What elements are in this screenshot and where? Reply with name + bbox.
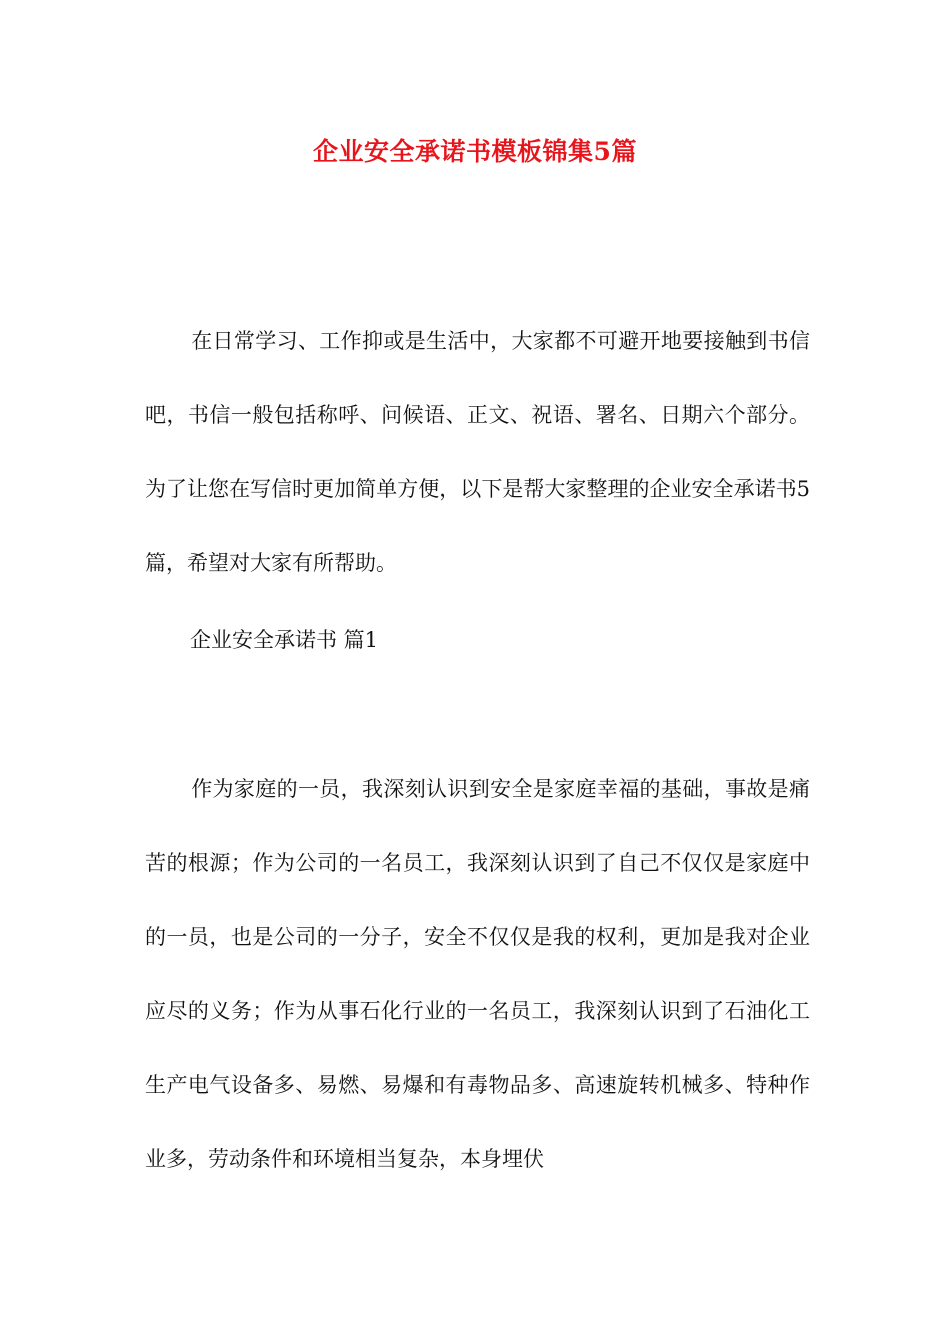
section-heading: 企业安全承诺书 篇1: [190, 628, 379, 652]
document-title: 企业安全承诺书模板锦集5篇: [313, 137, 637, 166]
section-paragraph: 作为家庭的一员，我深刻认识到安全是家庭幸福的基础，事故是痛苦的根源；作为公司的一名员工，我深刻认识到了自己不仅仅是家庭中的一员，也是公司的一分子，安全不仅仅是我的权利，更加是我对企业应尽的义务；作为从事石化行业的一名员工，我深刻认识到了石油化工生产电气设备多、易燃、易爆和有毒物品多、高速旋转机械多、特种作业多，劳动条件和环境相当复杂，本身埋伏: [145, 777, 810, 1171]
intro-paragraph: 在日常学习、工作抑或是生活中，大家都不可避开地要接触到书信吧，书信一般包括称呼、问候语、正文、祝语、署名、日期六个部分。为了让您在写信时更加简单方便，以下是帮大家整理的企业安全承诺书5篇，希望对大家有所帮助。: [145, 329, 810, 575]
